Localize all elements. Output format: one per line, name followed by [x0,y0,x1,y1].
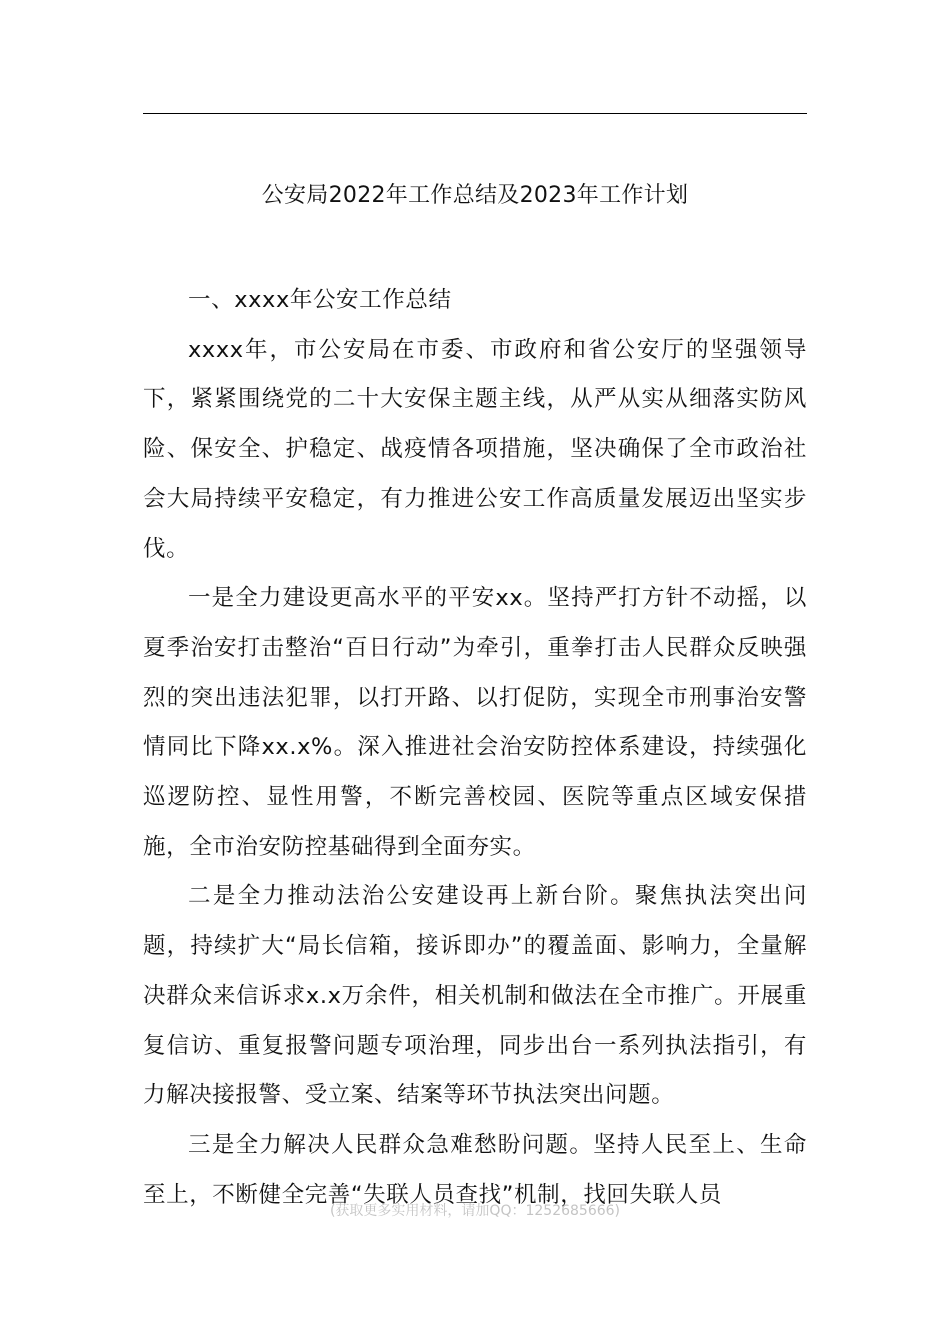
header-rule [143,113,807,114]
section-heading: 一、xxxx年公安工作总结 [188,287,452,313]
body-paragraph: xxxx年，市公安局在市委、市政府和省公安厅的坚强领导下，紧紧围绕党的二十大安保主题主线，从严从实从细落实防风险、保安全、护稳定、战疫情各项措施，坚决确保了全市政治社会大局持续平安稳定，有力推进公安工作高质量发展迈出坚实步伐。 [143,336,807,562]
watermark-footer-note: (获取更多实用材料，请加QQ：1252685666) [329,1203,621,1219]
body-paragraph: 一是全力建设更高水平的平安xx。坚持严打方针不动摇，以夏季治安打击整治“百日行动”为牵引，重拳打击人民群众反映强烈的突出违法犯罪，以打开路、以打促防，实现全市刑事治安警情同比下降xx.x%。深入推进社会治安防控体系建设，持续强化巡逻防控、显性用警，不断完善校园、医院等重点区域安保措施，全市治安防控基础得到全面夯实。 [143,585,807,860]
document-body [143,276,807,1220]
document-title: 公安局2022年工作总结及2023年工作计划 [261,183,689,208]
body-paragraph: 二是全力推动法治公安建设再上新台阶。聚焦执法突出问题，持续扩大“局长信箱，接诉即办”的覆盖面、影响力，全量解决群众来信诉求x.x万余件，相关机制和做法在全市推广。开展重复信访、重复报警问题专项治理，同步出台一系列执法指引，有力解决接报警、受立案、结案等环节执法突出问题。 [143,883,807,1109]
body-paragraph: 三是全力解决人民群众急难愁盼问题。坚持人民至上、生命至上，不断健全完善“失联人员查找”机制，找回失联人员 [143,1131,807,1208]
